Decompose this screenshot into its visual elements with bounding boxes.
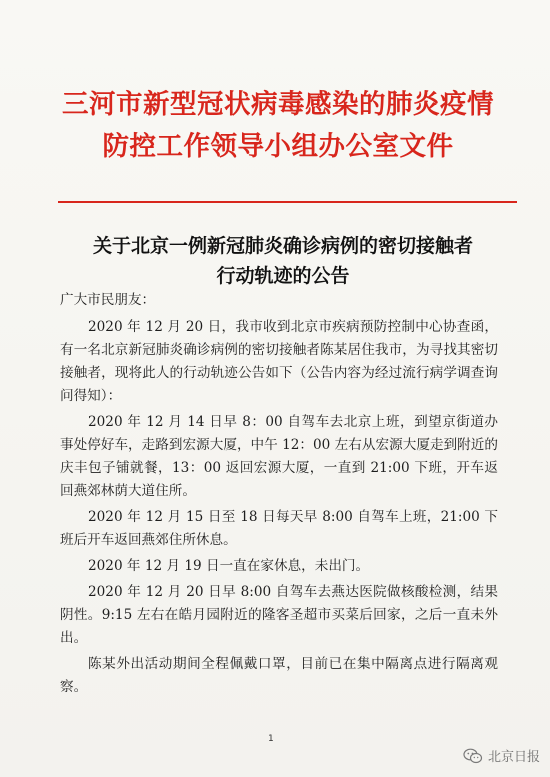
- wechat-icon: [463, 748, 483, 764]
- page-number: 1: [268, 734, 274, 744]
- header-line-1: 三河市新型冠状病毒感染的肺炎疫情: [62, 89, 494, 120]
- paragraph-closing: 陈某外出活动期间全程佩戴口罩，目前已在集中隔离点进行隔离观察。: [60, 656, 498, 695]
- notice-body: [60, 289, 498, 702]
- source-watermark: [463, 746, 540, 765]
- watermark-text: 北京日报: [487, 750, 540, 765]
- header-line-2: 防控工作领导小组办公室文件: [102, 131, 454, 162]
- notice-title: [48, 231, 518, 291]
- paragraph-dec-20: 2020 年 12 月 20 日早 8:00 自驾车去燕达医院做核酸检测，结果阴性。9:15 左右在皓月园附近的隆客圣超市买菜后回家，之后一直未外出。: [60, 584, 498, 646]
- paragraph-dec-19: 2020 年 12 月 19 日一直在家休息，未出门。: [88, 558, 370, 574]
- title-line-2: 行动轨迹的公告: [216, 265, 350, 287]
- title-line-1: 关于北京一例新冠肺炎确诊病例的密切接触者: [92, 235, 473, 257]
- paragraph-dec-14: 2020 年 12 月 14 日早 8：00 自驾车去北京上班，到望京街道办事处停好车，走路到宏源大厦，中午 12：00 左右从宏源大厦走到附近的庆丰包子铺就餐，13：00 返回宏源大厦，一直到 21:00 下班，开车返回燕郊林荫大道住所。: [60, 414, 498, 499]
- document-header: [38, 84, 518, 168]
- header-divider: [58, 201, 517, 203]
- paragraph-dec-15-18: 2020 年 12 月 15 日至 18 日每天早 8:00 自驾车上班，21:00 下班后开车返回燕郊住所休息。: [60, 509, 498, 548]
- paragraph-intro: 2020 年 12 月 20 日，我市收到北京市疾病预防控制中心协查函，有一名北京新冠肺炎确诊病例的密切接触者陈某居住我市，为寻找其密切接触者，现将此人的行动轨迹公告如下（公告内容为经过流行病学调查询问得知）：: [60, 319, 498, 404]
- salutation: 广大市民朋友：: [60, 292, 156, 308]
